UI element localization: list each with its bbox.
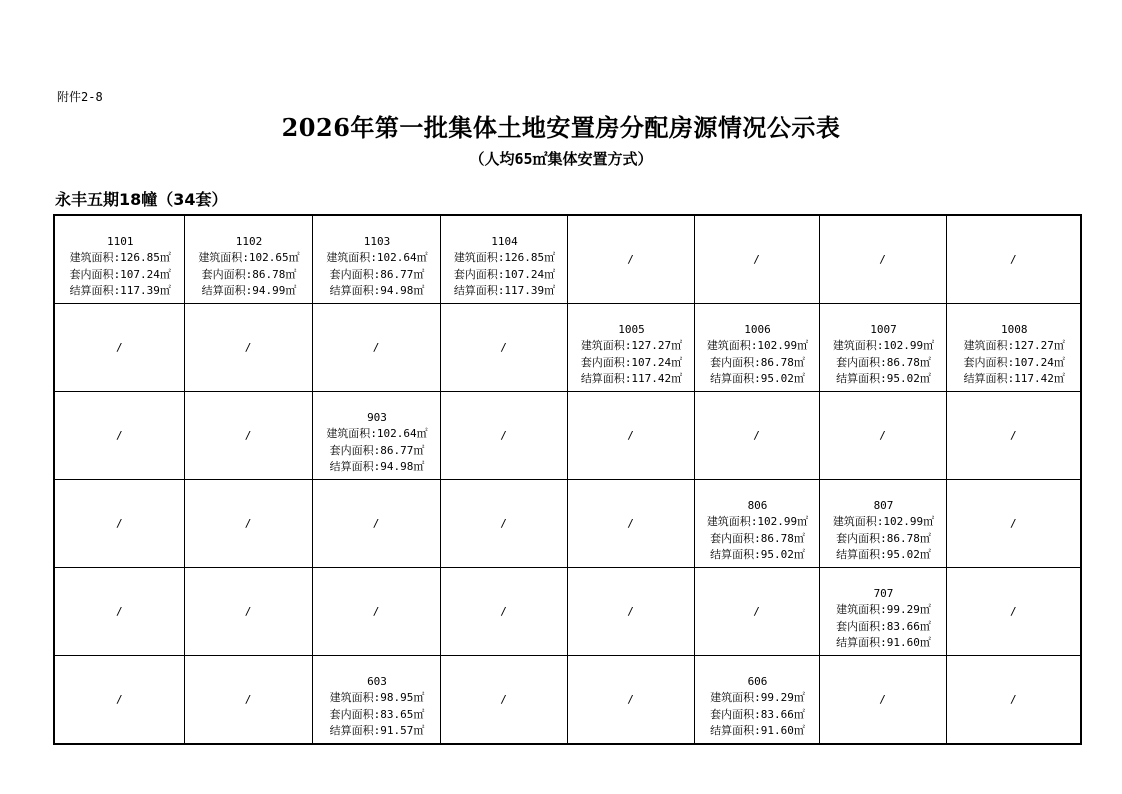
settle-area-label: 结算面积 [329, 724, 374, 737]
built-area-value: :99.29㎡ [754, 691, 805, 704]
settle-area-label: 结算面积 [201, 284, 246, 297]
unit-number-value: 1103 [363, 234, 391, 248]
settle-area-line [822, 547, 946, 564]
empty-cell [184, 568, 312, 656]
settle-area-label: 结算面积 [710, 548, 755, 561]
inner-area-label: 套内面积 [329, 443, 374, 457]
settle-area-line [187, 283, 312, 300]
built-area-value: :126.85㎡ [497, 251, 556, 264]
empty-mark: / [627, 517, 634, 530]
built-area-label: 建筑面积 [198, 251, 243, 264]
unit-cell [184, 215, 312, 304]
empty-mark: / [115, 341, 123, 354]
built-area-line [822, 338, 946, 355]
page-title: 2026年第一批集体土地安置房分配房源情况公示表 [281, 113, 841, 142]
empty-cell [54, 392, 184, 480]
unit-number-line [315, 234, 440, 251]
built-area-value: :102.99㎡ [876, 515, 935, 528]
empty-mark: / [115, 429, 123, 442]
inner-area-line [697, 531, 819, 548]
built-area-line [822, 602, 946, 619]
inner-area-label: 套内面积 [201, 267, 246, 281]
settle-area-line [570, 371, 694, 388]
inner-area-line [315, 443, 440, 460]
empty-cell [567, 392, 694, 480]
built-area-line [697, 690, 819, 707]
inner-area-label: 套内面积 [453, 267, 498, 281]
inner-area-label: 套内面积 [836, 619, 881, 633]
settle-area-value: :95.02㎡ [754, 548, 805, 561]
built-area-line [443, 250, 567, 267]
built-area-line [822, 514, 946, 531]
empty-cell [54, 480, 184, 568]
settle-area-label: 结算面积 [69, 284, 114, 297]
built-area-label: 建筑面积 [836, 603, 881, 616]
unit-info [695, 308, 819, 388]
settle-area-line [822, 371, 946, 388]
inner-area-label: 套内面积 [329, 707, 374, 721]
empty-cell [54, 568, 184, 656]
inner-area-line [57, 267, 184, 284]
built-area-value: :98.95㎡ [373, 691, 425, 704]
inner-area-value: :86.78㎡ [245, 267, 297, 281]
empty-cell [440, 568, 567, 656]
empty-cell [567, 656, 694, 745]
empty-mark: / [372, 605, 380, 618]
built-area-line [570, 338, 694, 355]
inner-area-label: 套内面积 [69, 267, 114, 281]
empty-mark: / [244, 605, 252, 618]
built-area-value: :102.64㎡ [370, 427, 428, 440]
empty-mark: / [627, 429, 634, 442]
unit-cell [567, 304, 694, 392]
inner-area-line [315, 267, 440, 284]
empty-cell [440, 656, 567, 745]
unit-cell [819, 480, 946, 568]
settle-area-label: 结算面积 [580, 372, 625, 385]
empty-cell [946, 480, 1081, 568]
inner-area-label: 套内面积 [836, 531, 881, 545]
empty-cell [312, 568, 440, 656]
empty-cell [184, 392, 312, 480]
built-area-label: 建筑面积 [326, 251, 371, 264]
inner-area-line [822, 355, 946, 372]
building-section-title: 永丰五期18幢（34套） [55, 190, 228, 209]
inner-area-line [315, 707, 440, 724]
inner-area-label: 套内面积 [710, 531, 755, 545]
unit-cell [694, 480, 819, 568]
unit-number-value: 1101 [107, 234, 134, 248]
unit-cell [819, 568, 946, 656]
inner-area-line [697, 707, 819, 724]
empty-cell [54, 656, 184, 745]
settle-area-value: :94.98㎡ [373, 460, 425, 473]
built-area-line [315, 426, 440, 443]
empty-mark: / [244, 517, 252, 530]
unit-cell [694, 656, 819, 745]
empty-mark: / [627, 605, 634, 618]
built-area-line [57, 250, 184, 267]
unit-cell [819, 304, 946, 392]
empty-cell [54, 304, 184, 392]
empty-cell [946, 215, 1081, 304]
unit-cell [694, 304, 819, 392]
empty-mark: / [1009, 605, 1017, 618]
unit-number-value: 603 [367, 674, 387, 688]
unit-number-value: 1005 [618, 322, 645, 336]
built-area-line [315, 690, 440, 707]
inner-area-value: :86.78㎡ [754, 531, 805, 545]
empty-mark: / [500, 341, 507, 354]
settle-area-line [443, 283, 567, 300]
unit-cell [312, 215, 440, 304]
unit-number-line [949, 322, 1081, 339]
built-area-value: :102.99㎡ [750, 515, 809, 528]
unit-number-line [822, 586, 946, 603]
unit-number-line [570, 322, 694, 339]
settle-area-label: 结算面积 [710, 724, 755, 737]
inner-area-value: :107.24㎡ [113, 267, 171, 281]
empty-mark: / [627, 693, 634, 706]
unit-number-line [57, 234, 184, 251]
empty-cell [946, 568, 1081, 656]
built-area-line [187, 250, 312, 267]
unit-number-value: 1008 [1001, 322, 1028, 336]
unit-number-value: 1007 [870, 322, 897, 336]
empty-mark: / [627, 253, 634, 266]
built-area-label: 建筑面积 [832, 515, 877, 528]
empty-cell [819, 392, 946, 480]
settle-area-label: 结算面积 [329, 460, 374, 473]
built-area-line [949, 338, 1081, 355]
inner-area-line [949, 355, 1081, 372]
unit-info [695, 484, 819, 564]
empty-mark: / [753, 605, 760, 618]
built-area-value: :102.65㎡ [242, 251, 300, 264]
unit-number-value: 1102 [235, 234, 263, 248]
built-area-value: :99.29㎡ [880, 603, 931, 616]
inner-area-value: :107.24㎡ [1007, 355, 1065, 369]
inner-area-line [822, 619, 946, 636]
built-area-label: 建筑面积 [453, 251, 498, 264]
empty-mark: / [879, 253, 886, 266]
empty-mark: / [500, 429, 507, 442]
housing-allocation-table [53, 214, 1082, 745]
settle-area-value: :91.57㎡ [373, 724, 425, 737]
empty-cell [567, 480, 694, 568]
attachment-label: 附件2-8 [57, 90, 103, 104]
table-row [54, 304, 1081, 392]
unit-cell [946, 304, 1081, 392]
unit-number-value: 806 [747, 498, 768, 512]
built-area-label: 建筑面积 [329, 691, 374, 704]
empty-mark: / [115, 693, 123, 706]
built-area-line [315, 250, 440, 267]
settle-area-line [57, 283, 184, 300]
empty-cell [694, 392, 819, 480]
empty-cell [694, 568, 819, 656]
built-area-label: 建筑面积 [963, 339, 1008, 352]
settle-area-value: :94.98㎡ [373, 284, 425, 297]
inner-area-value: :83.66㎡ [754, 707, 805, 721]
built-area-value: :127.27㎡ [1007, 339, 1065, 352]
unit-info [947, 308, 1081, 388]
empty-cell [819, 656, 946, 745]
built-area-label: 建筑面积 [326, 427, 371, 440]
empty-cell [312, 304, 440, 392]
empty-mark: / [115, 605, 123, 618]
settle-area-value: :117.39㎡ [497, 284, 556, 297]
inner-area-line [443, 267, 567, 284]
unit-info [313, 660, 440, 740]
inner-area-value: :86.78㎡ [754, 355, 805, 369]
settle-area-line [315, 283, 440, 300]
inner-area-value: :107.24㎡ [497, 267, 556, 281]
built-area-line [697, 514, 819, 531]
page-subtitle: （人均65㎡集体安置方式） [469, 150, 653, 168]
unit-cell [312, 656, 440, 745]
empty-mark: / [879, 429, 886, 442]
unit-info [185, 220, 312, 300]
inner-area-value: :86.77㎡ [373, 267, 425, 281]
empty-cell [184, 656, 312, 745]
unit-number-line [822, 322, 946, 339]
settle-area-value: :95.02㎡ [880, 548, 931, 561]
empty-mark: / [753, 429, 760, 442]
settle-area-label: 结算面积 [836, 636, 881, 649]
built-area-value: :102.99㎡ [750, 339, 809, 352]
unit-info [695, 660, 819, 740]
table-row [54, 480, 1081, 568]
empty-mark: / [500, 605, 507, 618]
unit-info [568, 308, 694, 388]
built-area-label: 建筑面积 [69, 251, 114, 264]
unit-number-value: 903 [367, 410, 387, 424]
settle-area-value: :117.42㎡ [1007, 372, 1065, 385]
empty-mark: / [244, 341, 252, 354]
unit-info [820, 484, 946, 564]
unit-number-line [187, 234, 312, 251]
unit-number-line [443, 234, 567, 251]
empty-mark: / [1009, 429, 1017, 442]
unit-number-line [315, 674, 440, 691]
empty-mark: / [244, 429, 252, 442]
settle-area-label: 结算面积 [963, 372, 1008, 385]
unit-number-value: 1006 [744, 322, 771, 336]
empty-cell [567, 215, 694, 304]
empty-cell [312, 480, 440, 568]
unit-number-value: 1104 [491, 234, 518, 248]
inner-area-value: :86.78㎡ [880, 531, 931, 545]
empty-mark: / [115, 517, 123, 530]
inner-area-label: 套内面积 [329, 267, 374, 281]
empty-cell [946, 392, 1081, 480]
inner-area-value: :86.78㎡ [880, 355, 931, 369]
settle-area-value: :117.39㎡ [113, 284, 171, 297]
table-row [54, 656, 1081, 745]
settle-area-label: 结算面积 [836, 372, 881, 385]
empty-cell [440, 392, 567, 480]
built-area-value: :126.85㎡ [113, 251, 171, 264]
unit-number-value: 606 [747, 674, 768, 688]
built-area-label: 建筑面积 [580, 339, 625, 352]
empty-cell [694, 215, 819, 304]
empty-mark: / [500, 693, 507, 706]
empty-cell [567, 568, 694, 656]
empty-cell [184, 304, 312, 392]
inner-area-label: 套内面积 [836, 355, 881, 369]
inner-area-line [187, 267, 312, 284]
built-area-label: 建筑面积 [832, 339, 877, 352]
settle-area-value: :94.99㎡ [245, 284, 297, 297]
settle-area-line [697, 723, 819, 740]
built-area-label: 建筑面积 [706, 515, 751, 528]
settle-area-label: 结算面积 [710, 372, 755, 385]
settle-area-label: 结算面积 [836, 548, 881, 561]
settle-area-value: :95.02㎡ [880, 372, 931, 385]
unit-number-line [315, 410, 440, 427]
unit-cell [54, 215, 184, 304]
inner-area-value: :107.24㎡ [624, 355, 683, 369]
empty-mark: / [372, 517, 380, 530]
settle-area-label: 结算面积 [329, 284, 374, 297]
built-area-value: :102.99㎡ [876, 339, 935, 352]
table-row [54, 568, 1081, 656]
empty-mark: / [244, 693, 252, 706]
settle-area-line [697, 371, 819, 388]
inner-area-line [822, 531, 946, 548]
inner-area-label: 套内面积 [580, 355, 625, 369]
empty-mark: / [1009, 693, 1017, 706]
inner-area-label: 套内面积 [963, 355, 1008, 369]
unit-info [820, 308, 946, 388]
unit-number-line [697, 322, 819, 339]
settle-area-line [315, 459, 440, 476]
settle-area-value: :91.60㎡ [754, 724, 805, 737]
empty-mark: / [753, 253, 760, 266]
unit-number-line [697, 498, 819, 515]
table-row [54, 215, 1081, 304]
inner-area-line [697, 355, 819, 372]
empty-mark: / [1009, 517, 1017, 530]
settle-area-label: 结算面积 [453, 284, 498, 297]
unit-number-value: 707 [873, 586, 894, 600]
built-area-line [697, 338, 819, 355]
inner-area-value: :86.77㎡ [373, 443, 425, 457]
unit-info [313, 396, 440, 476]
empty-cell [184, 480, 312, 568]
empty-mark: / [1009, 253, 1017, 266]
settle-area-value: :91.60㎡ [880, 636, 931, 649]
inner-area-label: 套内面积 [710, 707, 755, 721]
unit-info [313, 220, 440, 300]
built-area-label: 建筑面积 [710, 691, 755, 704]
inner-area-label: 套内面积 [710, 355, 755, 369]
settle-area-value: :95.02㎡ [754, 372, 805, 385]
unit-cell [440, 215, 567, 304]
unit-number-value: 807 [873, 498, 894, 512]
empty-mark: / [879, 693, 886, 706]
empty-mark: / [372, 341, 380, 354]
built-area-label: 建筑面积 [706, 339, 751, 352]
unit-info [55, 220, 184, 300]
settle-area-value: :117.42㎡ [624, 372, 683, 385]
table-row [54, 392, 1081, 480]
unit-cell [312, 392, 440, 480]
settle-area-line [315, 723, 440, 740]
inner-area-value: :83.66㎡ [880, 619, 931, 633]
unit-info [820, 572, 946, 652]
empty-cell [946, 656, 1081, 745]
built-area-value: :102.64㎡ [370, 251, 428, 264]
settle-area-line [949, 371, 1081, 388]
inner-area-line [570, 355, 694, 372]
settle-area-line [822, 635, 946, 652]
empty-cell [440, 480, 567, 568]
empty-cell [819, 215, 946, 304]
empty-mark: / [500, 517, 507, 530]
unit-info [441, 220, 567, 300]
empty-cell [440, 304, 567, 392]
settle-area-line [697, 547, 819, 564]
unit-number-line [822, 498, 946, 515]
inner-area-value: :83.65㎡ [373, 707, 425, 721]
unit-number-line [697, 674, 819, 691]
built-area-value: :127.27㎡ [624, 339, 683, 352]
